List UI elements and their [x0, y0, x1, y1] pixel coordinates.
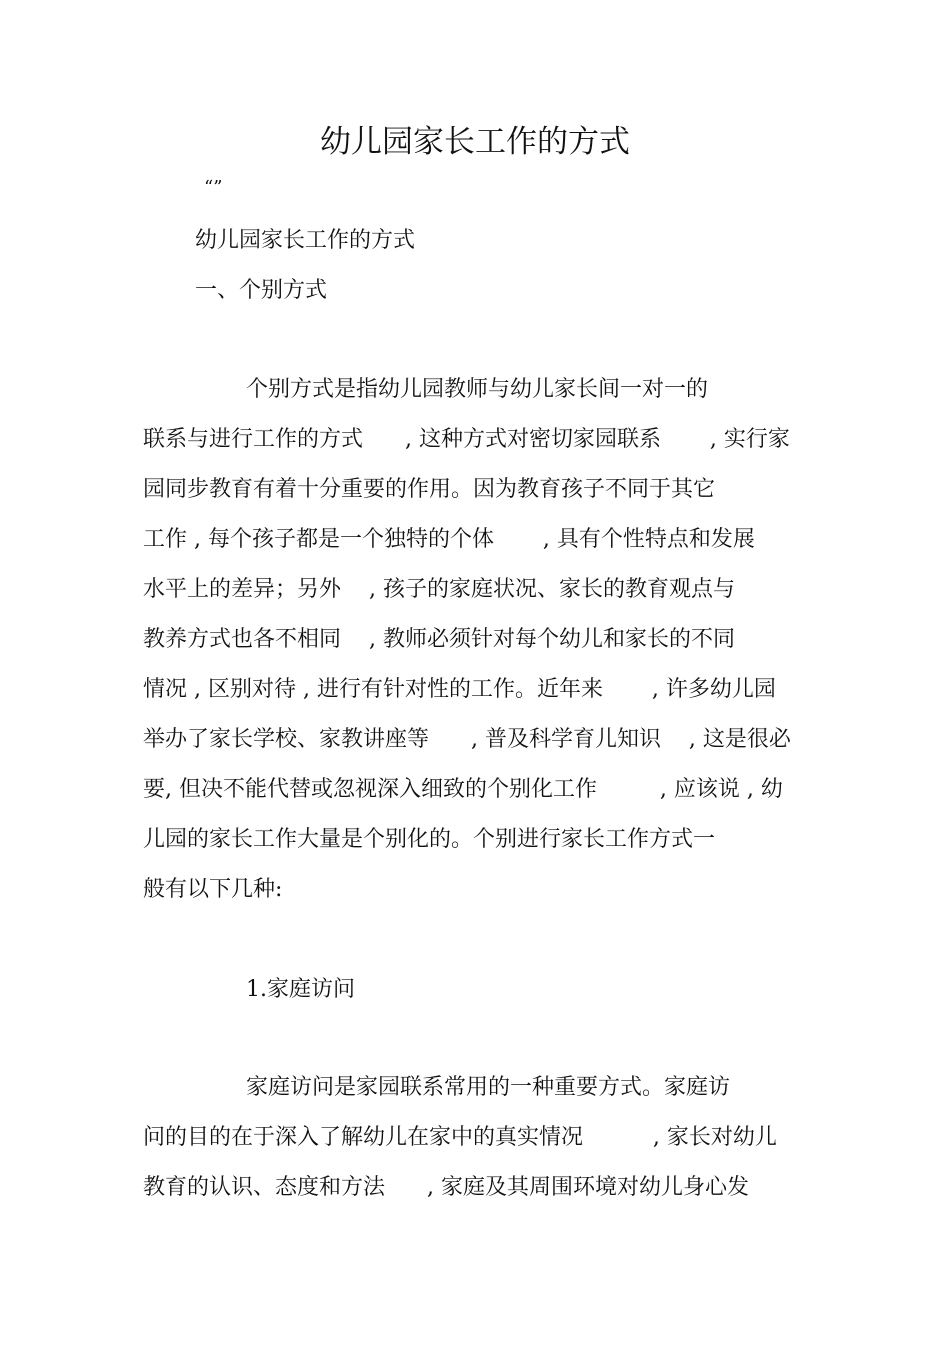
paragraph-line: 园同步教育有着十分重要的作用。因为教育孩子不同于其它 — [143, 477, 716, 502]
paragraph-line: 举办了家长学校、家教讲座等 , 普及科学育儿知识 , 这是很必 — [143, 727, 791, 752]
paragraph-line: 家庭访问是家园联系常用的一种重要方式。家庭访 — [246, 1075, 731, 1100]
paragraph-line: 工作 , 每个孩子都是一个独特的个体 , 具有个性特点和发展 — [143, 527, 755, 552]
paragraph-line: 水平上的差异；另外 , 孩子的家庭状况、家长的教育观点与 — [143, 577, 735, 602]
paragraph-line: 要, 但决不能代替或忽视深入细致的个别化工作 , 应该说 , 幼 — [143, 777, 783, 802]
paragraph-line: 般有以下几种: — [143, 877, 283, 902]
paragraph-line: 情况 , 区别对待 , 进行有针对性的工作。近年来 , 许多幼儿园 — [143, 677, 776, 702]
paragraph-line: 联系与进行工作的方式 , 这种方式对密切家园联系 , 实行家 — [143, 427, 790, 452]
empty-quote-mark: “” — [204, 177, 223, 198]
section-heading: 一、个别方式 — [195, 278, 328, 303]
paragraph-line: 问的目的在于深入了解幼儿在家中的真实情况 , 家长对幼儿 — [143, 1125, 777, 1150]
subsection-heading: 1.家庭访问 — [246, 977, 355, 1002]
paragraph-line: 儿园的家长工作大量是个别化的。个别进行家长工作方式一 — [143, 827, 716, 852]
paragraph-line: 教育的认识、态度和方法 , 家庭及其周围环境对幼儿身心发 — [143, 1175, 749, 1200]
document-title: 幼儿园家长工作的方式 — [320, 124, 630, 160]
paragraph-line: 教养方式也各不相同 , 教师必须针对每个幼儿和家长的不同 — [143, 627, 735, 652]
subtitle: 幼儿园家长工作的方式 — [195, 228, 416, 253]
paragraph-line: 个别方式是指幼儿园教师与幼儿家长间一对一的 — [246, 377, 709, 402]
